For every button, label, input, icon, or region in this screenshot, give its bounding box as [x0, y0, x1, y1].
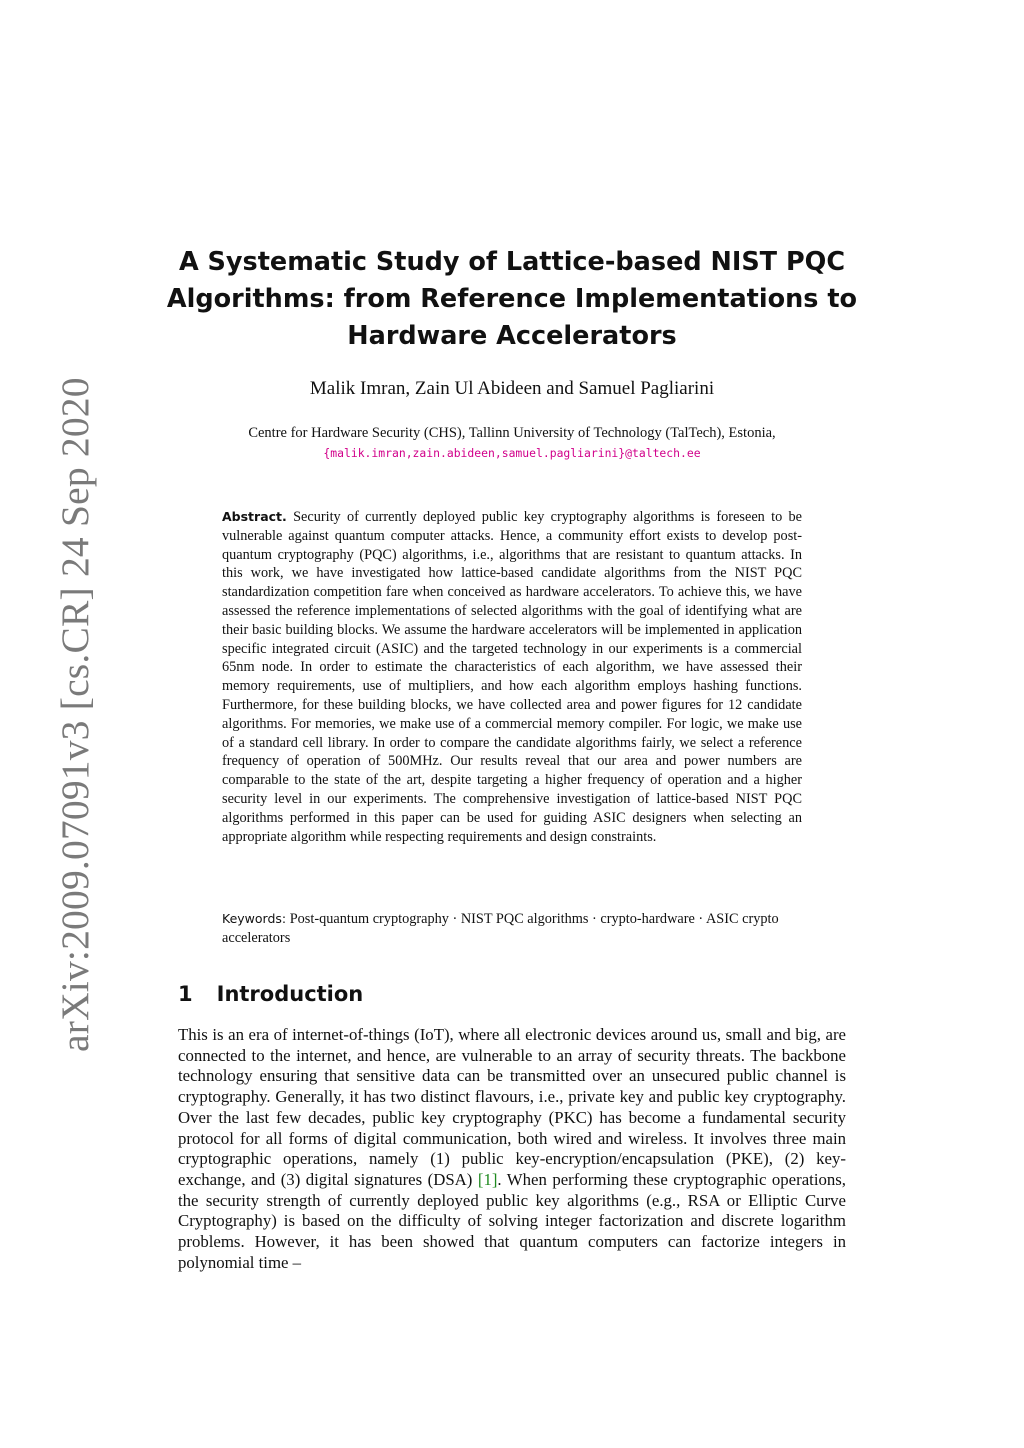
- author-affiliation: [120, 423, 904, 463]
- citation-open-bracket: [: [477, 1169, 484, 1189]
- section-number: 1: [178, 982, 193, 1006]
- section-heading-introduction: [178, 980, 363, 1008]
- intro-text-before-citation: This is an era of internet-of-things (IoT), where all electronic devices around us, small and big, are connected to the internet, and hence, are vulnerable to an array of security threats. The backbone technology ensuring that sensitive data can be transmitted over an unsecured public channel is cryptography. Generally, it has two distinct flavours, i.e., private key and public key cryptography. Over the last few decades, public key cryptography (PKC) has become a fundamental security protocol for all forms of digital communication, both wired and wireless. It involves three main cryptographic operations, namely (1) public key-encryption/encapsulation (PKE), (2) key-exchange, and (3) digital signatures (DSA): [178, 1025, 846, 1189]
- affiliation-text: Centre for Hardware Security (CHS), Tallinn University of Technology (TalTech), Estonia,: [248, 425, 776, 441]
- paper-title: A Systematic Study of Lattice-based NIST PQC Algorithms: from Reference Implementations to Hardware Accelerators: [166, 247, 858, 351]
- keywords-text: Post-quantum cryptography · NIST PQC algorithms · crypto-hardware · ASIC crypto accelerators: [222, 911, 779, 946]
- section-title: Introduction: [216, 982, 364, 1006]
- abstract-text: Security of currently deployed public key cryptography algorithms is foreseen to be vulnerable against quantum computer attacks. Hence, a community effort exists to develop post-quantum cryptography (PQC) algorithms, i.e., algorithms that are resistant to quantum attacks. In this work, we have investigated how lattice-based candidate algorithms from the NIST PQC standardization competition fare when conceived as hardware accelerators. To achieve this, we have assessed the reference implementations of selected algorithms with the goal of identifying what are their basic building blocks. We assume the hardware accelerators will be implemented in application specific integrated circuit (ASIC) and the targeted technology in our experiments is a commercial 65nm node. In order to estimate the characteristics of each algorithm, we have assessed their memory requirements, use of multipliers, and how each algorithm employs hashing functions. Furthermore, for these building blocks, we have collected area and power figures for 12 candidate algorithms. For memories, we make use of a commercial memory compiler. For logic, we make use of a standard cell library. In order to compare the candidate algorithms fairly, we select a reference frequency of operation of 500MHz. Our results reveal that our area and power numbers are comparable to the state of the art, despite targeting a higher frequency of operation and a higher security level in our experiments. The comprehensive investigation of lattice-based NIST PQC algorithms performed in this paper can be used for guiding ASIC designers when selecting an appropriate algorithm while respecting requirements and design constraints.: [222, 509, 802, 845]
- paper-authors: Malik Imran, Zain Ul Abideen and Samuel Pagliarini: [309, 378, 715, 399]
- arxiv-identifier: arXiv:2009.07091v3 [cs.CR] 24 Sep 2020: [53, 377, 97, 1052]
- abstract: [222, 508, 802, 846]
- keywords: [222, 909, 802, 948]
- citation-number: 1: [483, 1169, 492, 1189]
- author-email-link[interactable]: {malik.imran,zain.abideen,samuel.pagliarini}@taltech.ee: [323, 446, 701, 460]
- introduction-paragraph: [178, 1025, 846, 1273]
- keywords-label: Keywords:: [222, 911, 287, 926]
- citation-close-bracket: ]: [491, 1169, 498, 1189]
- citation-link[interactable]: [478, 1170, 498, 1189]
- abstract-label: Abstract.: [222, 509, 287, 524]
- intro-text-after-citation: . When performing these cryptographic operations, the security strength of currently deployed public key algorithms (e.g., RSA or Elliptic Curve Cryptography) is based on the difficulty of solving integer factorization and discrete logarithm problems. However, it has been showed that quantum computers can factorize integers in polynomial time –: [178, 1169, 846, 1272]
